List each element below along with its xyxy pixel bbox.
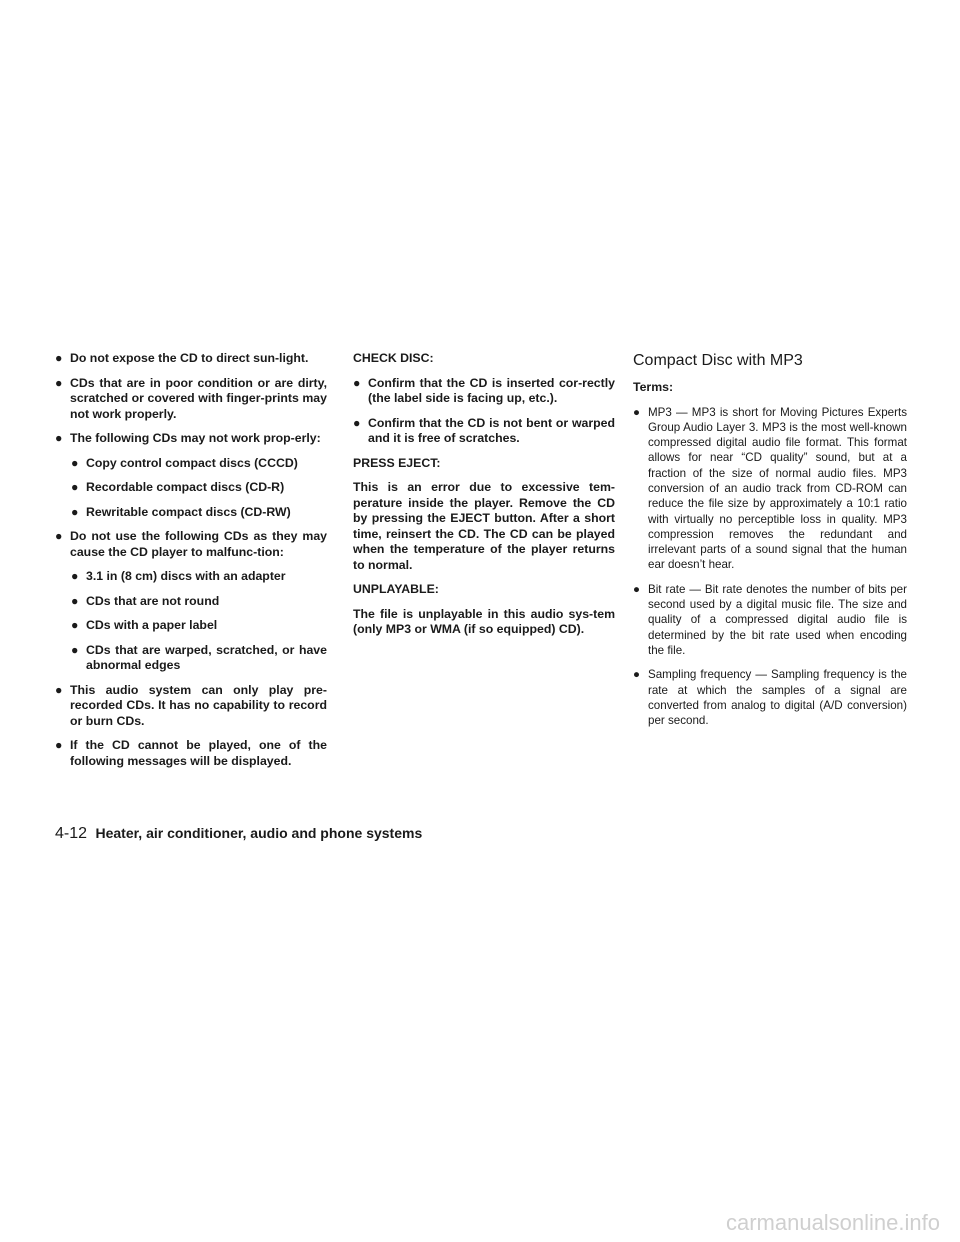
list-item-text: If the CD cannot be played, one of the following messages will be displayed. bbox=[70, 738, 327, 768]
bullet-icon: ● bbox=[353, 375, 361, 390]
bullet-icon: ● bbox=[633, 668, 641, 682]
sub-list-item bbox=[71, 569, 327, 585]
bullet-icon: ● bbox=[71, 455, 79, 470]
bullet-icon: ● bbox=[633, 582, 641, 596]
chapter-title: Heater, air conditioner, audio and phone systems bbox=[95, 825, 423, 841]
list-item-text: CDs that are not round bbox=[86, 593, 220, 608]
bullet-icon: ● bbox=[55, 682, 63, 697]
unplayable-paragraph: The file is unplayable in this audio sys-tem (only MP3 or WMA (if so equipped) CD). bbox=[353, 606, 615, 636]
check-disc-heading: CHECK DISC: bbox=[353, 351, 434, 365]
list-item-text: Do not expose the CD to direct sun-light. bbox=[70, 351, 309, 365]
term-item bbox=[633, 405, 907, 573]
list-item-text: Rewritable compact discs (CD-RW) bbox=[86, 504, 291, 519]
sub-list-item bbox=[71, 618, 327, 634]
list-item-text: 3.1 in (8 cm) discs with an adapter bbox=[86, 569, 286, 583]
press-eject-heading: PRESS EJECT: bbox=[353, 455, 441, 470]
list-item bbox=[55, 431, 327, 447]
list-item bbox=[55, 376, 327, 423]
bullet-icon: ● bbox=[71, 569, 79, 583]
list-item bbox=[353, 376, 615, 407]
sub-list-item bbox=[71, 480, 327, 496]
list-item-text: Recordable compact discs (CD-R) bbox=[86, 480, 285, 494]
list-item-text: CDs that are in poor condition or are dirty, scratched or covered with finger-prints may not work properly. bbox=[70, 375, 327, 421]
sub-list-item bbox=[71, 505, 327, 521]
term-item bbox=[633, 667, 907, 728]
bullet-icon: ● bbox=[71, 618, 79, 632]
bullet-icon: ● bbox=[71, 480, 79, 494]
page-number: 4-12 bbox=[55, 825, 88, 842]
column-middle bbox=[353, 351, 615, 647]
bullet-icon: ● bbox=[55, 375, 63, 390]
section-title: Compact Disc with MP3 bbox=[633, 352, 803, 369]
sub-list-item bbox=[71, 456, 327, 472]
column-right bbox=[633, 351, 907, 737]
bullet-icon: ● bbox=[55, 738, 63, 752]
list-item bbox=[55, 738, 327, 769]
bullet-icon: ● bbox=[55, 431, 63, 445]
press-eject-paragraph: This is an error due to excessive tem-perature inside the player. Remove the CD by pressing the EJECT button. After a short time, reinsert the CD. The CD can be played when the temperature of the player returns to normal. bbox=[353, 480, 615, 572]
term-text: Sampling frequency — Sampling frequency is the rate at which the samples of a signal are converted from analog to digital (A/D conversion) per second. bbox=[648, 668, 907, 728]
list-item bbox=[55, 351, 327, 367]
bullet-icon: ● bbox=[71, 504, 79, 519]
list-item-text: This audio system can only play pre-recorded CDs. It has no capability to record or burn CDs. bbox=[70, 682, 327, 728]
page-footer bbox=[55, 825, 422, 843]
list-item bbox=[353, 416, 615, 447]
list-item bbox=[55, 683, 327, 730]
list-item bbox=[55, 529, 327, 560]
bullet-icon: ● bbox=[353, 415, 361, 430]
bullet-icon: ● bbox=[71, 593, 79, 608]
term-item bbox=[633, 582, 907, 658]
list-item-text: Do not use the following CDs as they may cause the CD player to malfunc-tion: bbox=[70, 529, 327, 559]
list-item-text: Copy control compact discs (CCCD) bbox=[86, 455, 298, 470]
list-item-text: CDs with a paper label bbox=[86, 618, 218, 632]
term-text: Bit rate — Bit rate denotes the number of bits per second used by a digital music file. The size and quality of a compressed digital audio file is determined by the bit rate used when encoding the file. bbox=[648, 582, 907, 657]
list-item-text: The following CDs may not work prop-erly: bbox=[70, 431, 321, 445]
watermark: carmanualsonline.info bbox=[725, 1210, 940, 1235]
terms-label: Terms: bbox=[633, 380, 674, 394]
bullet-icon: ● bbox=[55, 529, 63, 543]
term-text: MP3 — MP3 is short for Moving Pictures Experts Group Audio Layer 3. MP3 is the most well-known compressed digital audio file format. This format allows for near “CD quality” sound, but at a fraction of the size of normal audio files. MP3 conversion of an audio track from CD-ROM can reduce the file size by approximately a 10:1 ratio with virtually no perceptible loss in quality. MP3 compression removes the redundant and irrelevant parts of a sound signal that the human ear doesn’t hear. bbox=[648, 405, 907, 572]
unplayable-heading: UNPLAYABLE: bbox=[353, 582, 439, 596]
list-item-text: Confirm that the CD is inserted cor-rectly (the label side is facing up, etc.). bbox=[368, 375, 615, 405]
sub-list-item bbox=[71, 643, 327, 674]
list-item-text: CDs that are warped, scratched, or have abnormal edges bbox=[86, 642, 327, 672]
column-left bbox=[55, 351, 327, 778]
sub-list-item bbox=[71, 594, 327, 610]
bullet-icon: ● bbox=[71, 642, 79, 657]
bullet-icon: ● bbox=[633, 405, 641, 419]
bullet-icon: ● bbox=[55, 351, 63, 365]
list-item-text: Confirm that the CD is not bent or warped and it is free of scratches. bbox=[368, 415, 615, 445]
